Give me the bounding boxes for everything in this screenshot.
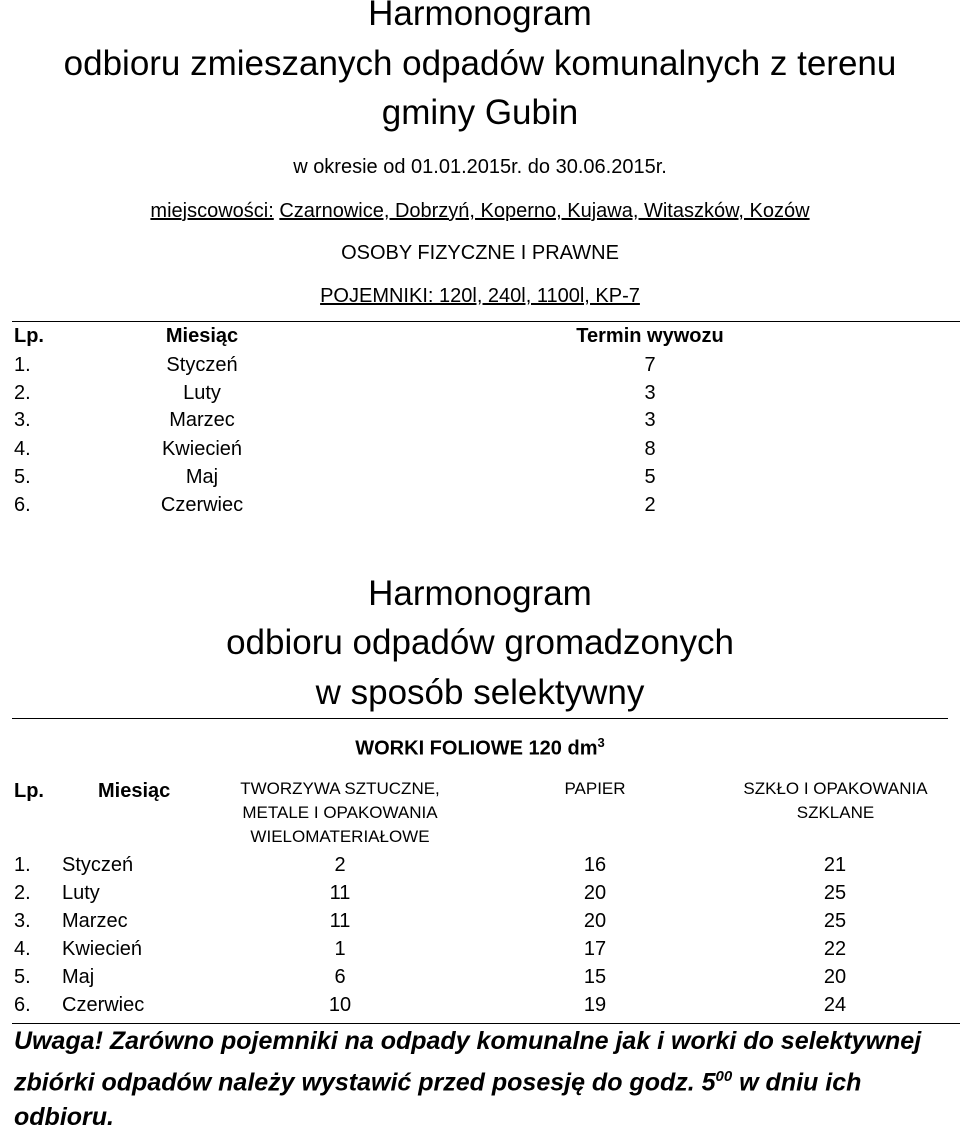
t2-header-glass (718, 777, 953, 825)
note-sup: 00 (715, 1068, 733, 1085)
t2-header-glass-l2: SZKLANE (796, 803, 875, 822)
t1-header-term: Termin wywozu (576, 325, 724, 347)
table-row: 5. (14, 966, 31, 988)
table1-top-rule (12, 321, 960, 322)
localities-list: Czarnowice, Dobrzyń, Koperno, Kujawa, Witaszków, Kozów (279, 200, 810, 222)
t1-header-lp: Lp. (14, 325, 44, 347)
table-row: 2. (14, 382, 31, 404)
t2-plastics-cell: 6 (334, 966, 346, 988)
note-lead: Uwaga! (14, 1027, 103, 1055)
t1-term-cell: 8 (644, 438, 656, 460)
bags-sup: 3 (597, 735, 605, 750)
table-row: 6. (14, 494, 31, 516)
table-row: 4. (14, 938, 31, 960)
title2-line-1: Harmonogram (368, 574, 592, 613)
table-row: 5. (14, 466, 31, 488)
t1-month-cell: Kwiecień (161, 438, 243, 460)
t2-header-plastics-l2: METALE I OPAKOWANIA (242, 803, 438, 822)
t2-plastics-cell: 2 (334, 854, 346, 876)
t2-month-cell: Luty (62, 882, 100, 904)
t2-header-lp: Lp. (14, 780, 44, 802)
t2-plastics-cell: 11 (329, 910, 351, 932)
period-text: w okresie od 01.01.2015r. do 30.06.2015r. (293, 156, 667, 178)
note-text-1: Zarówno pojemniki na odpady komunalne jak i worki do selektywnej zbiórki odpadów należy wystawić przed posesję do godz. 5 (14, 1027, 922, 1097)
t2-paper-cell: 20 (583, 910, 607, 932)
t2-glass-cell: 20 (823, 966, 847, 988)
title-line-2: odbioru zmieszanych odpadów komunalnych z terenu (63, 44, 897, 83)
bags-text: WORKI FOLIOWE 120 dm (355, 737, 598, 760)
t2-header-glass-l1: SZKŁO I OPAKOWANIA (743, 779, 928, 798)
localities-line (0, 200, 960, 223)
title2-line-2: odbioru odpadów gromadzonych (226, 623, 734, 662)
table-row: 6. (14, 994, 31, 1016)
table-row: 3. (14, 409, 31, 431)
table-row: 3. (14, 910, 31, 932)
title-line-1: Harmonogram (368, 0, 592, 33)
t2-glass-cell: 25 (823, 910, 847, 932)
t2-month-cell: Maj (62, 966, 95, 988)
t1-term-cell: 2 (644, 494, 656, 516)
t2-glass-cell: 24 (823, 994, 847, 1016)
t2-plastics-cell: 1 (334, 938, 346, 960)
table-row: 1. (14, 354, 31, 376)
t2-paper-cell: 15 (583, 966, 607, 988)
title-line-3: gminy Gubin (381, 93, 579, 132)
table-row: 2. (14, 882, 31, 904)
title2-line-3: w sposób selektywny (315, 673, 645, 712)
t1-month-cell: Maj (185, 466, 219, 488)
t2-paper-cell: 20 (583, 882, 607, 904)
bags-label (0, 735, 960, 761)
t2-month-cell: Czerwiec (62, 994, 145, 1016)
t2-glass-cell: 25 (823, 882, 847, 904)
table-row: 4. (14, 438, 31, 460)
t2-month-cell: Styczeń (62, 854, 134, 876)
t1-month-cell: Czerwiec (160, 494, 244, 516)
t2-header-month: Miesiąc (98, 780, 171, 802)
persons-label: OSOBY FIZYCZNE I PRAWNE (341, 242, 619, 264)
t2-plastics-cell: 10 (328, 994, 352, 1016)
t1-month-cell: Luty (183, 382, 221, 404)
containers-label (0, 285, 960, 308)
table-row: 1. (14, 854, 31, 876)
t2-header-paper: PAPIER (564, 779, 626, 798)
t2-month-cell: Kwiecień (62, 938, 143, 960)
t2-month-cell: Marzec (62, 910, 128, 932)
t2-paper-cell: 17 (583, 938, 607, 960)
table2-top-rule (12, 718, 948, 719)
note-paragraph (14, 1024, 946, 1135)
t1-header-month: Miesiąc (165, 325, 239, 347)
t1-month-cell: Styczeń (166, 354, 238, 376)
t2-header-plastics-l3: WIELOMATERIAŁOWE (250, 827, 430, 846)
t2-glass-cell: 21 (823, 854, 847, 876)
t2-header-plastics (215, 777, 465, 849)
t1-term-cell: 3 (644, 382, 656, 404)
t2-glass-cell: 22 (823, 938, 847, 960)
t2-header-plastics-l1: TWORZYWA SZTUCZNE, (240, 779, 440, 798)
t1-month-cell: Marzec (169, 409, 235, 431)
containers-text: POJEMNIKI: 120l, 240l, 1100l, KP-7 (320, 285, 640, 307)
localities-label: miejscowości: (150, 200, 274, 222)
t1-term-cell: 7 (644, 354, 656, 376)
t1-term-cell: 3 (644, 409, 656, 431)
t2-paper-cell: 19 (583, 994, 607, 1016)
note-text-2: w dniu ich odbioru. (14, 1068, 862, 1132)
t1-term-cell: 5 (644, 466, 656, 488)
t2-plastics-cell: 11 (329, 882, 351, 904)
t2-paper-cell: 16 (583, 854, 607, 876)
